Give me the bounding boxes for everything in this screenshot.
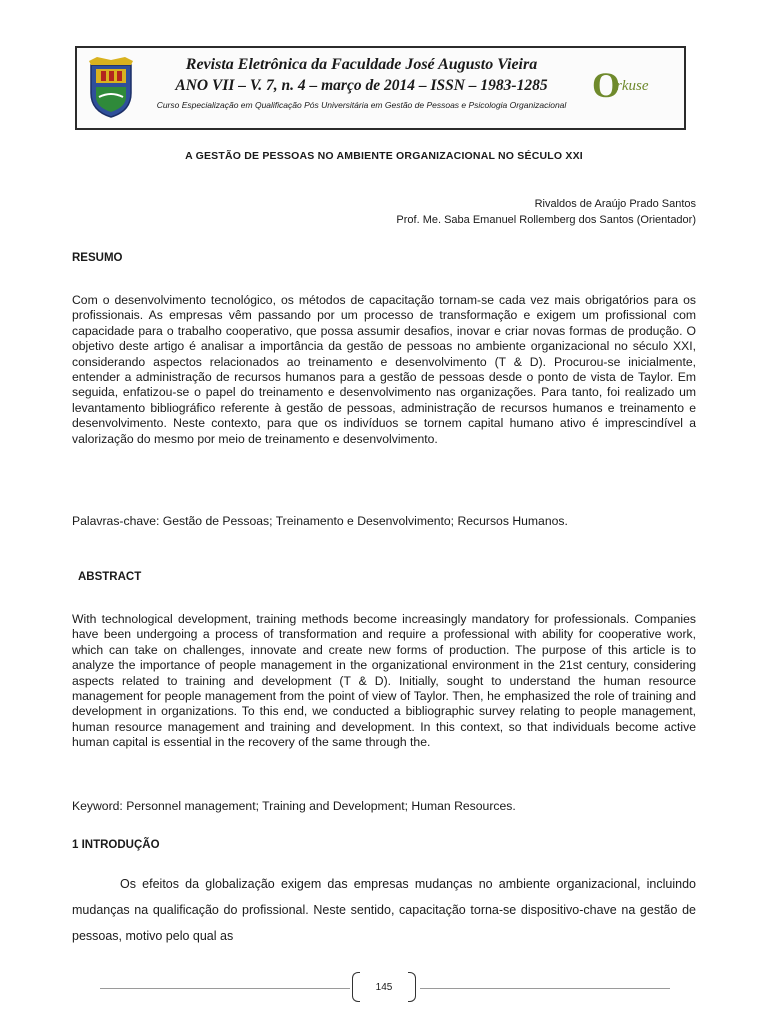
journal-logo: [592, 64, 672, 106]
page-number: 145: [375, 982, 393, 993]
resumo-heading: RESUMO: [72, 252, 123, 264]
journal-header: [75, 46, 686, 130]
journal-issn: ANO VII – V. 7, n. 4 – março de 2014 – ISSN – 1983-1285: [175, 77, 548, 94]
journal-subtitle: Curso Especialização em Qualificação Pós Universitária em Gestão de Pessoas e Psicologia Organizacional: [156, 100, 567, 110]
introducao-heading: 1 INTRODUÇÃO: [72, 839, 160, 851]
abstract-heading: ABSTRACT: [78, 571, 142, 583]
authors-block: [396, 196, 696, 228]
resumo-text: Com o desenvolvimento tecnológico, os métodos de capacitação tornam-se cada vez mais obrigatórios para os profissionais. As empresas vêm passando por um processo de transformação e exigem um profissional com capacidade para o trabalho cooperativo, que possa assumir desafios, inovar e criar novas formas de produção. O objetivo deste artigo é analisar a importância da gestão de pessoas no ambiente organizacional no século XXI, considerando aspectos relacionados ao treinamento e desenvolvimento (T & D). Procurou-se inicialmente, entender a administração de recursos humanos para a gestão de pessoas desde o ponto de vista de Taylor. Em seguida, enfatizou-se o papel do treinamento e desenvolvimento nas organizações. Para tanto, foi realizado um levantamento bibliográfico referente à gestão de pessoas, administração de recursos humanos e treinamento e desenvolvimento. Neste contexto, para que os indivíduos se tornem capital humano ativo é imprescindível a valorização do mesmo por meio de treinamento e desenvolvimento.: [72, 293, 696, 446]
logo-letter: O: [592, 65, 621, 105]
journal-name: Revista Eletrônica da Faculdade José Augusto Vieira: [185, 56, 538, 73]
logo-text: rkuse: [616, 78, 649, 94]
article-title: A GESTÃO DE PESSOAS NO AMBIENTE ORGANIZACIONAL NO SÉCULO XXI: [185, 150, 583, 162]
footer-rule-right: [420, 988, 670, 989]
introducao-text: Os efeitos da globalização exigem das empresas mudanças no ambiente organizacional, incluindo mudanças na qualificação do profissional. Neste sentido, capacitação torna-se dispositivo-chave na gestão de pessoas, motivo pelo qual as: [72, 877, 696, 943]
author-advisor: Prof. Me. Saba Emanuel Rollemberg dos Santos (Orientador): [396, 214, 696, 226]
abstract-text: With technological development, training methods become increasingly mandatory for professionals. Companies have been undergoing a process of transformation and require a professional with ability for cooperative work, which can take on challenges, innovate and create new forms of production. The purpose of this article is to analyze the importance of people management in the organizational environment in the 21st century, considering aspects related to training and development (T & D). Initially, sought to understand the human resource management for people management from the point of view of Taylor. Then, he emphasized the role of training and development in organizations. To this end, we conducted a bibliographic survey relating to people management, human resource management and training and development. In this context, so that individuals become active human capital is essential in the recovery of the same through the.: [72, 612, 696, 750]
faculty-crest-icon: [87, 57, 135, 119]
footer-rule-left: [100, 988, 350, 989]
author-primary: Rivaldos de Araújo Prado Santos: [534, 198, 696, 210]
abstract-keywords: Keyword: Personnel management; Training and Development; Human Resources.: [72, 799, 516, 813]
resumo-keywords: Palavras-chave: Gestão de Pessoas; Treinamento e Desenvolvimento; Recursos Humanos.: [72, 514, 568, 528]
